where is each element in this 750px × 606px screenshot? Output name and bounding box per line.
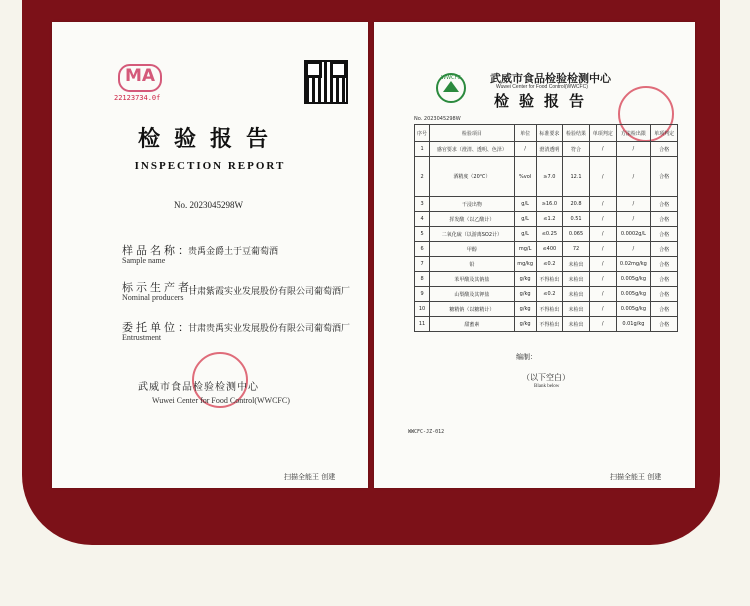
table-cell: g/L (514, 212, 536, 227)
table-cell: 0.005g/kg (616, 287, 651, 302)
table-cell: / (589, 197, 616, 212)
report-title-cn: 检验报告 (137, 126, 282, 152)
wwcfc-logo-text: WWCFC (441, 75, 461, 81)
entrustment-label-en: Entrustment (122, 333, 162, 342)
table-cell: 不得检出 (536, 272, 563, 287)
scanner-footer: 扫描全能王 创建 (284, 473, 336, 481)
table-cell: 山梨酸及其钾盐 (430, 287, 515, 302)
cma-number: 22123734.0f (114, 94, 161, 102)
blank-below-en: Blank below (534, 384, 560, 389)
table-cell: 20.8 (563, 197, 590, 212)
table-cell: 1 (415, 142, 430, 157)
table-cell: 0.005g/kg (616, 302, 651, 317)
table-cell: 0.065 (563, 227, 590, 242)
table-cell: 0.51 (563, 212, 590, 227)
table-cell: 5 (415, 227, 430, 242)
table-cell: 甲醇 (430, 242, 515, 257)
table-cell: 未检出 (563, 317, 590, 332)
producer-value: 甘肃紫霞实业发展股份有限公司葡萄酒厂 (188, 287, 351, 297)
table-cell: / (616, 197, 651, 212)
table-cell: ≤0.2 (536, 257, 563, 272)
table-cell: 合格 (651, 287, 678, 302)
table-cell: 6 (415, 242, 430, 257)
table-cell: 干浸出物 (430, 197, 515, 212)
inspection-report-cover (52, 22, 368, 488)
table-cell: ≤0.2 (536, 287, 563, 302)
table-cell: 72 (563, 242, 590, 257)
sample-name-label: 样品名称： (122, 244, 192, 257)
table-cell: 9 (415, 287, 430, 302)
qr-code-icon (304, 60, 348, 104)
producer-label-en: Nominal producers (122, 293, 184, 302)
table-cell: 澄清透明 (536, 142, 563, 157)
table-cell: 合格 (651, 317, 678, 332)
table-cell: 10 (415, 302, 430, 317)
signature-label: 编制： (516, 353, 537, 361)
table-row (415, 302, 678, 317)
table-row (415, 317, 678, 332)
table-header-cell: 标准要求 (536, 125, 563, 142)
table-cell: g/kg (514, 302, 536, 317)
table-cell: 未检出 (563, 287, 590, 302)
table-header-cell: 序号 (415, 125, 430, 142)
table-cell: 甜蜜素 (430, 317, 515, 332)
table-cell: 12.1 (563, 157, 590, 197)
table-cell: / (589, 272, 616, 287)
table-cell: 未检出 (563, 257, 590, 272)
table-cell: 8 (415, 272, 430, 287)
table-header-cell: 单项判定 (651, 125, 678, 142)
table-row (415, 257, 678, 272)
table-cell: / (589, 287, 616, 302)
table-cell: 不得检出 (536, 302, 563, 317)
table-cell: 未检出 (563, 272, 590, 287)
table-cell: ≤0.25 (536, 227, 563, 242)
table-cell: 0.02mg/kg (616, 257, 651, 272)
table-row (415, 287, 678, 302)
wwcfc-logo-icon (434, 72, 468, 104)
table-cell: g/kg (514, 317, 536, 332)
table-row (415, 272, 678, 287)
table-header-cell: 检验结果 (563, 125, 590, 142)
table-cell: 不得检出 (536, 317, 563, 332)
table-cell: ≤1.2 (536, 212, 563, 227)
table-cell: / (589, 212, 616, 227)
table-cell: 合格 (651, 157, 678, 197)
table-cell: / (616, 212, 651, 227)
producer-label: 标示生产者： (122, 281, 206, 294)
table-cell: g/kg (514, 287, 536, 302)
report-title-en: INSPECTION REPORT (134, 160, 286, 172)
table-cell: 苯甲酸及其钠盐 (430, 272, 515, 287)
inspection-report-results (374, 22, 695, 488)
blank-below-cn: （以下空白） (522, 373, 570, 382)
results-report-number: No. 2023045298W (414, 116, 461, 122)
table-cell: / (589, 302, 616, 317)
table-cell: 二氧化硫（以游离SO2计） (430, 227, 515, 242)
table-header-cell: 方法检出限 (616, 125, 651, 142)
table-cell: 合格 (651, 302, 678, 317)
table-cell: 未检出 (563, 302, 590, 317)
table-cell: / (616, 157, 651, 197)
table-cell: 4 (415, 212, 430, 227)
cma-logo-icon: MA (118, 64, 162, 92)
sample-name-value: 贵禹金爵土于豆葡萄酒 (188, 247, 279, 257)
table-cell: / (589, 242, 616, 257)
table-cell: 合格 (651, 227, 678, 242)
table-header-cell: 检验项目 (430, 125, 515, 142)
results-org-name-en: Wuwei Center for Food Control(WWCFC) (496, 84, 588, 90)
table-row (415, 227, 678, 242)
report-number: No. 2023045298W (174, 200, 243, 210)
table-cell: ≥16.0 (536, 197, 563, 212)
table-cell: 合格 (651, 197, 678, 212)
table-cell: ≤400 (536, 242, 563, 257)
table-cell: / (589, 142, 616, 157)
table-cell: g/L (514, 227, 536, 242)
table-row (415, 212, 678, 227)
table-cell: 3 (415, 197, 430, 212)
organization-name-en: Wuwei Center for Food Control(WWCFC) (152, 396, 290, 405)
table-cell: / (589, 157, 616, 197)
table-row (415, 197, 678, 212)
table-cell: g/L (514, 197, 536, 212)
scanner-footer-2: 扫描全能王 创建 (610, 473, 662, 481)
table-cell: 铅 (430, 257, 515, 272)
table-header-row (415, 125, 678, 142)
table-cell: 感官要求（澄清、透明、色泽） (430, 142, 515, 157)
table-cell: 合格 (651, 142, 678, 157)
table-cell: 11 (415, 317, 430, 332)
entrustment-label: 委托单位： (122, 321, 192, 334)
table-row (415, 142, 678, 157)
table-row (415, 242, 678, 257)
table-header-cell: 单项判定 (589, 125, 616, 142)
table-cell: %vol (514, 157, 536, 197)
table-cell: 糖精钠（以糖精计） (430, 302, 515, 317)
table-cell: 0.005g/kg (616, 272, 651, 287)
table-cell: g/kg (514, 272, 536, 287)
table-cell: 合格 (651, 272, 678, 287)
table-cell: / (616, 142, 651, 157)
table-cell: mg/L (514, 242, 536, 257)
table-cell: 0.0002g/L (616, 227, 651, 242)
table-row (415, 157, 678, 197)
table-cell: ≥7.0 (536, 157, 563, 197)
table-cell: 7 (415, 257, 430, 272)
entrustment-value: 甘肃贵禹实业发展股份有限公司葡萄酒厂 (188, 324, 351, 334)
results-title: 检验报告 (494, 92, 595, 110)
table-cell: / (589, 317, 616, 332)
table-cell: 2 (415, 157, 430, 197)
table-cell: 0.01g/kg (616, 317, 651, 332)
organization-name-cn: 武威市食品检验检测中心 (138, 382, 259, 393)
table-cell: / (616, 242, 651, 257)
table-cell: / (589, 227, 616, 242)
table-cell: 酒精度（20℃） (430, 157, 515, 197)
table-cell: / (514, 142, 536, 157)
table-cell: 符合 (563, 142, 590, 157)
results-org-name-cn: 武威市食品检验检测中心 (490, 72, 611, 85)
table-cell: 合格 (651, 212, 678, 227)
form-number: WWCFC-JZ-012 (408, 429, 445, 435)
table-cell: 挥发酸（以乙酸计） (430, 212, 515, 227)
table-cell: mg/kg (514, 257, 536, 272)
table-cell: 合格 (651, 242, 678, 257)
table-cell: 合格 (651, 257, 678, 272)
table-header-cell: 单位 (514, 125, 536, 142)
results-table (414, 124, 678, 332)
sample-name-label-en: Sample name (122, 256, 166, 265)
table-cell: / (589, 257, 616, 272)
